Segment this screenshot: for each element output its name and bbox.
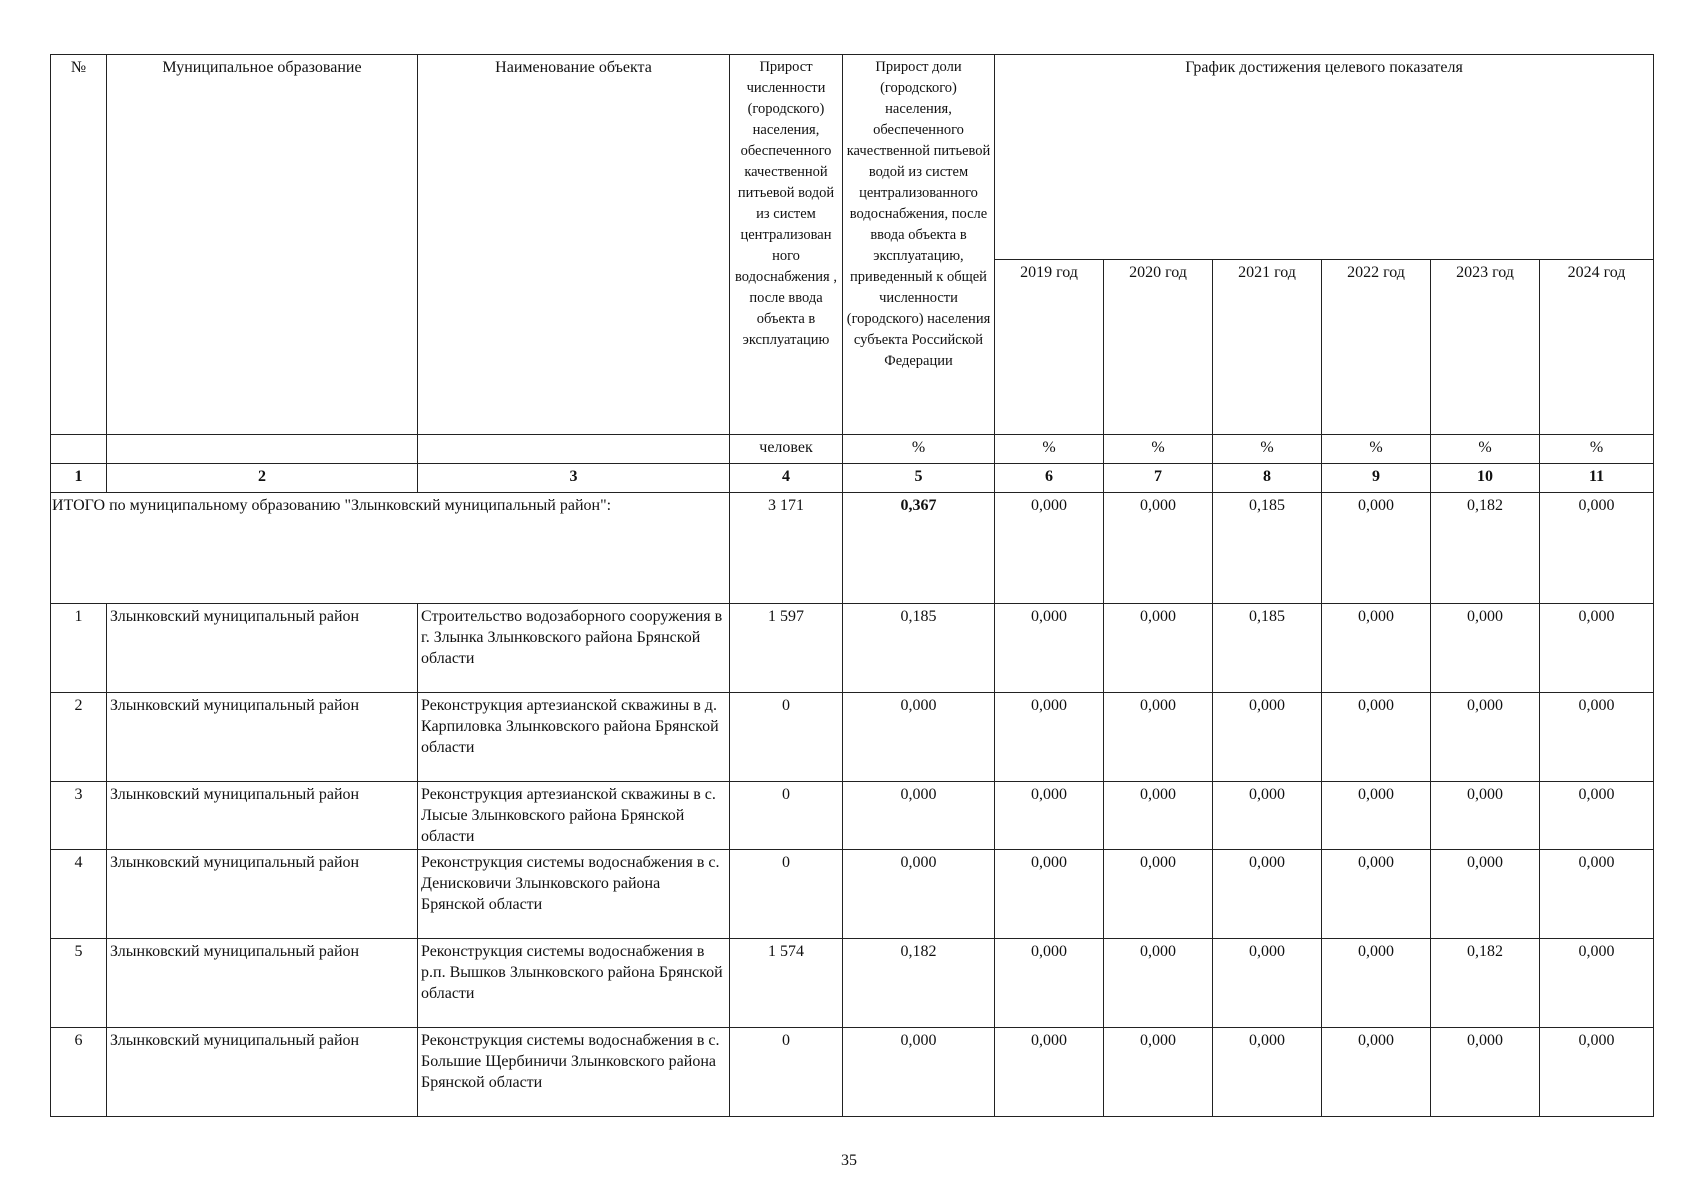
column-number: 9 [1322, 464, 1431, 493]
table-row [51, 604, 1654, 693]
row-year-value: 0,000 [995, 782, 1104, 850]
row-year-value: 0,000 [1322, 939, 1431, 1028]
row-object: Строительство водозаборного сооружения в г. Злынка Злынковского района Брянской области [418, 604, 730, 693]
schedule-header: График достижения целевого показателя [995, 55, 1654, 260]
row-object: Реконструкция артезианской скважины в с. Лысые Злынковского района Брянской области [418, 782, 730, 850]
row-year-value: 0,000 [1431, 1028, 1540, 1117]
row-share: 0,182 [843, 939, 995, 1028]
row-year-value: 0,000 [1322, 850, 1431, 939]
year-header: 2021 год [1213, 260, 1322, 435]
total-share: 0,367 [843, 493, 995, 604]
table-row [51, 782, 1654, 850]
unit-percent: % [1213, 435, 1322, 464]
column-number: 4 [730, 464, 843, 493]
row-object: Реконструкция системы водоснабжения в р.п. Вышков Злынковского района Брянской области [418, 939, 730, 1028]
year-header: 2019 год [995, 260, 1104, 435]
row-year-value: 0,000 [1431, 850, 1540, 939]
row-year-value: 0,000 [1104, 850, 1213, 939]
table-row [51, 939, 1654, 1028]
table-row [51, 693, 1654, 782]
total-year-value: 0,000 [1104, 493, 1213, 604]
row-year-value: 0,000 [995, 850, 1104, 939]
target-indicator-table [50, 54, 1654, 1117]
row-year-value: 0,000 [1431, 693, 1540, 782]
row-year-value: 0,000 [1213, 782, 1322, 850]
row-year-value: 0,000 [1540, 939, 1654, 1028]
table-row [51, 1028, 1654, 1117]
page-number: 35 [841, 1152, 857, 1169]
row-year-value: 0,000 [1540, 1028, 1654, 1117]
year-header: 2024 год [1540, 260, 1654, 435]
row-municipality: Злынковский муниципальный район [107, 693, 418, 782]
row-share: 0,185 [843, 604, 995, 693]
row-year-value: 0,000 [1213, 693, 1322, 782]
column-numbers-row [51, 464, 1654, 493]
column-number: 11 [1540, 464, 1654, 493]
year-header: 2023 год [1431, 260, 1540, 435]
row-people: 1 574 [730, 939, 843, 1028]
row-object: Реконструкция системы водоснабжения в с. Большие Щербиничи Злынковского района Брянской области [418, 1028, 730, 1117]
row-people: 0 [730, 782, 843, 850]
row-year-value: 0,000 [1540, 693, 1654, 782]
unit-percent: % [1104, 435, 1213, 464]
total-row [51, 493, 1654, 604]
row-municipality: Злынковский муниципальный район [107, 604, 418, 693]
row-people: 0 [730, 850, 843, 939]
row-object: Реконструкция системы водоснабжения в с. Денисковичи Злынковского района Брянской области [418, 850, 730, 939]
column-number: 6 [995, 464, 1104, 493]
unit-percent: % [1540, 435, 1654, 464]
row-year-value: 0,000 [1104, 939, 1213, 1028]
unit-people: человек [730, 435, 843, 464]
header-row-top [51, 55, 1654, 260]
row-year-value: 0,182 [1431, 939, 1540, 1028]
total-people: 3 171 [730, 493, 843, 604]
row-share: 0,000 [843, 850, 995, 939]
column-number: 7 [1104, 464, 1213, 493]
row-share: 0,000 [843, 693, 995, 782]
col-people-growth-header: Прирост численности (городского) населения, обеспеченного качественной питьевой водой из систем централизован ного водоснабжения , после ввода объекта в эксплуатацию [730, 55, 843, 435]
row-year-value: 0,000 [1431, 604, 1540, 693]
row-year-value: 0,000 [1213, 1028, 1322, 1117]
total-year-value: 0,000 [1322, 493, 1431, 604]
year-header: 2022 год [1322, 260, 1431, 435]
column-number: 2 [107, 464, 418, 493]
row-municipality: Злынковский муниципальный район [107, 782, 418, 850]
unit-empty [418, 435, 730, 464]
row-year-value: 0,000 [1540, 850, 1654, 939]
row-share: 0,000 [843, 782, 995, 850]
row-year-value: 0,000 [1322, 604, 1431, 693]
unit-percent: % [995, 435, 1104, 464]
row-year-value: 0,000 [1104, 693, 1213, 782]
row-year-value: 0,000 [1213, 850, 1322, 939]
row-share: 0,000 [843, 1028, 995, 1117]
row-year-value: 0,000 [1104, 1028, 1213, 1117]
col-municipality-header: Муниципальное образование [107, 55, 418, 435]
row-municipality: Злынковский муниципальный район [107, 939, 418, 1028]
total-year-value: 0,182 [1431, 493, 1540, 604]
col-no-header: № [51, 55, 107, 435]
row-object: Реконструкция артезианской скважины в д. Карпиловка Злынковского района Брянской области [418, 693, 730, 782]
row-municipality: Злынковский муниципальный район [107, 850, 418, 939]
col-share-growth-header: Прирост доли (городского) населения, обеспеченного качественной питьевой водой из систем централизованного водоснабжения, после ввода объекта в эксплуатацию, приведенный к общей численности (городского) населения субъекта Российской Федерации [843, 55, 995, 435]
column-number: 10 [1431, 464, 1540, 493]
row-year-value: 0,000 [1540, 782, 1654, 850]
row-year-value: 0,000 [995, 693, 1104, 782]
column-number: 5 [843, 464, 995, 493]
row-people: 0 [730, 693, 843, 782]
row-year-value: 0,000 [1213, 939, 1322, 1028]
row-year-value: 0,000 [995, 1028, 1104, 1117]
units-row [51, 435, 1654, 464]
row-year-value: 0,000 [1540, 604, 1654, 693]
unit-percent: % [1322, 435, 1431, 464]
row-municipality: Злынковский муниципальный район [107, 1028, 418, 1117]
unit-percent: % [1431, 435, 1540, 464]
total-year-value: 0,185 [1213, 493, 1322, 604]
unit-empty [51, 435, 107, 464]
year-header: 2020 год [1104, 260, 1213, 435]
column-number: 1 [51, 464, 107, 493]
row-year-value: 0,000 [995, 604, 1104, 693]
row-number: 5 [51, 939, 107, 1028]
total-label: ИТОГО по муниципальному образованию "Злынковский муниципальный район": [51, 493, 730, 604]
row-year-value: 0,000 [1104, 782, 1213, 850]
unit-empty [107, 435, 418, 464]
table-row [51, 850, 1654, 939]
row-number: 4 [51, 850, 107, 939]
row-number: 6 [51, 1028, 107, 1117]
row-year-value: 0,000 [1322, 693, 1431, 782]
row-year-value: 0,000 [1322, 782, 1431, 850]
row-number: 2 [51, 693, 107, 782]
column-number: 3 [418, 464, 730, 493]
row-year-value: 0,000 [1431, 782, 1540, 850]
row-year-value: 0,000 [1322, 1028, 1431, 1117]
row-year-value: 0,185 [1213, 604, 1322, 693]
row-year-value: 0,000 [1104, 604, 1213, 693]
row-people: 1 597 [730, 604, 843, 693]
row-number: 1 [51, 604, 107, 693]
unit-percent: % [843, 435, 995, 464]
row-people: 0 [730, 1028, 843, 1117]
row-number: 3 [51, 782, 107, 850]
row-year-value: 0,000 [995, 939, 1104, 1028]
col-object-header: Наименование объекта [418, 55, 730, 435]
total-year-value: 0,000 [995, 493, 1104, 604]
total-year-value: 0,000 [1540, 493, 1654, 604]
column-number: 8 [1213, 464, 1322, 493]
